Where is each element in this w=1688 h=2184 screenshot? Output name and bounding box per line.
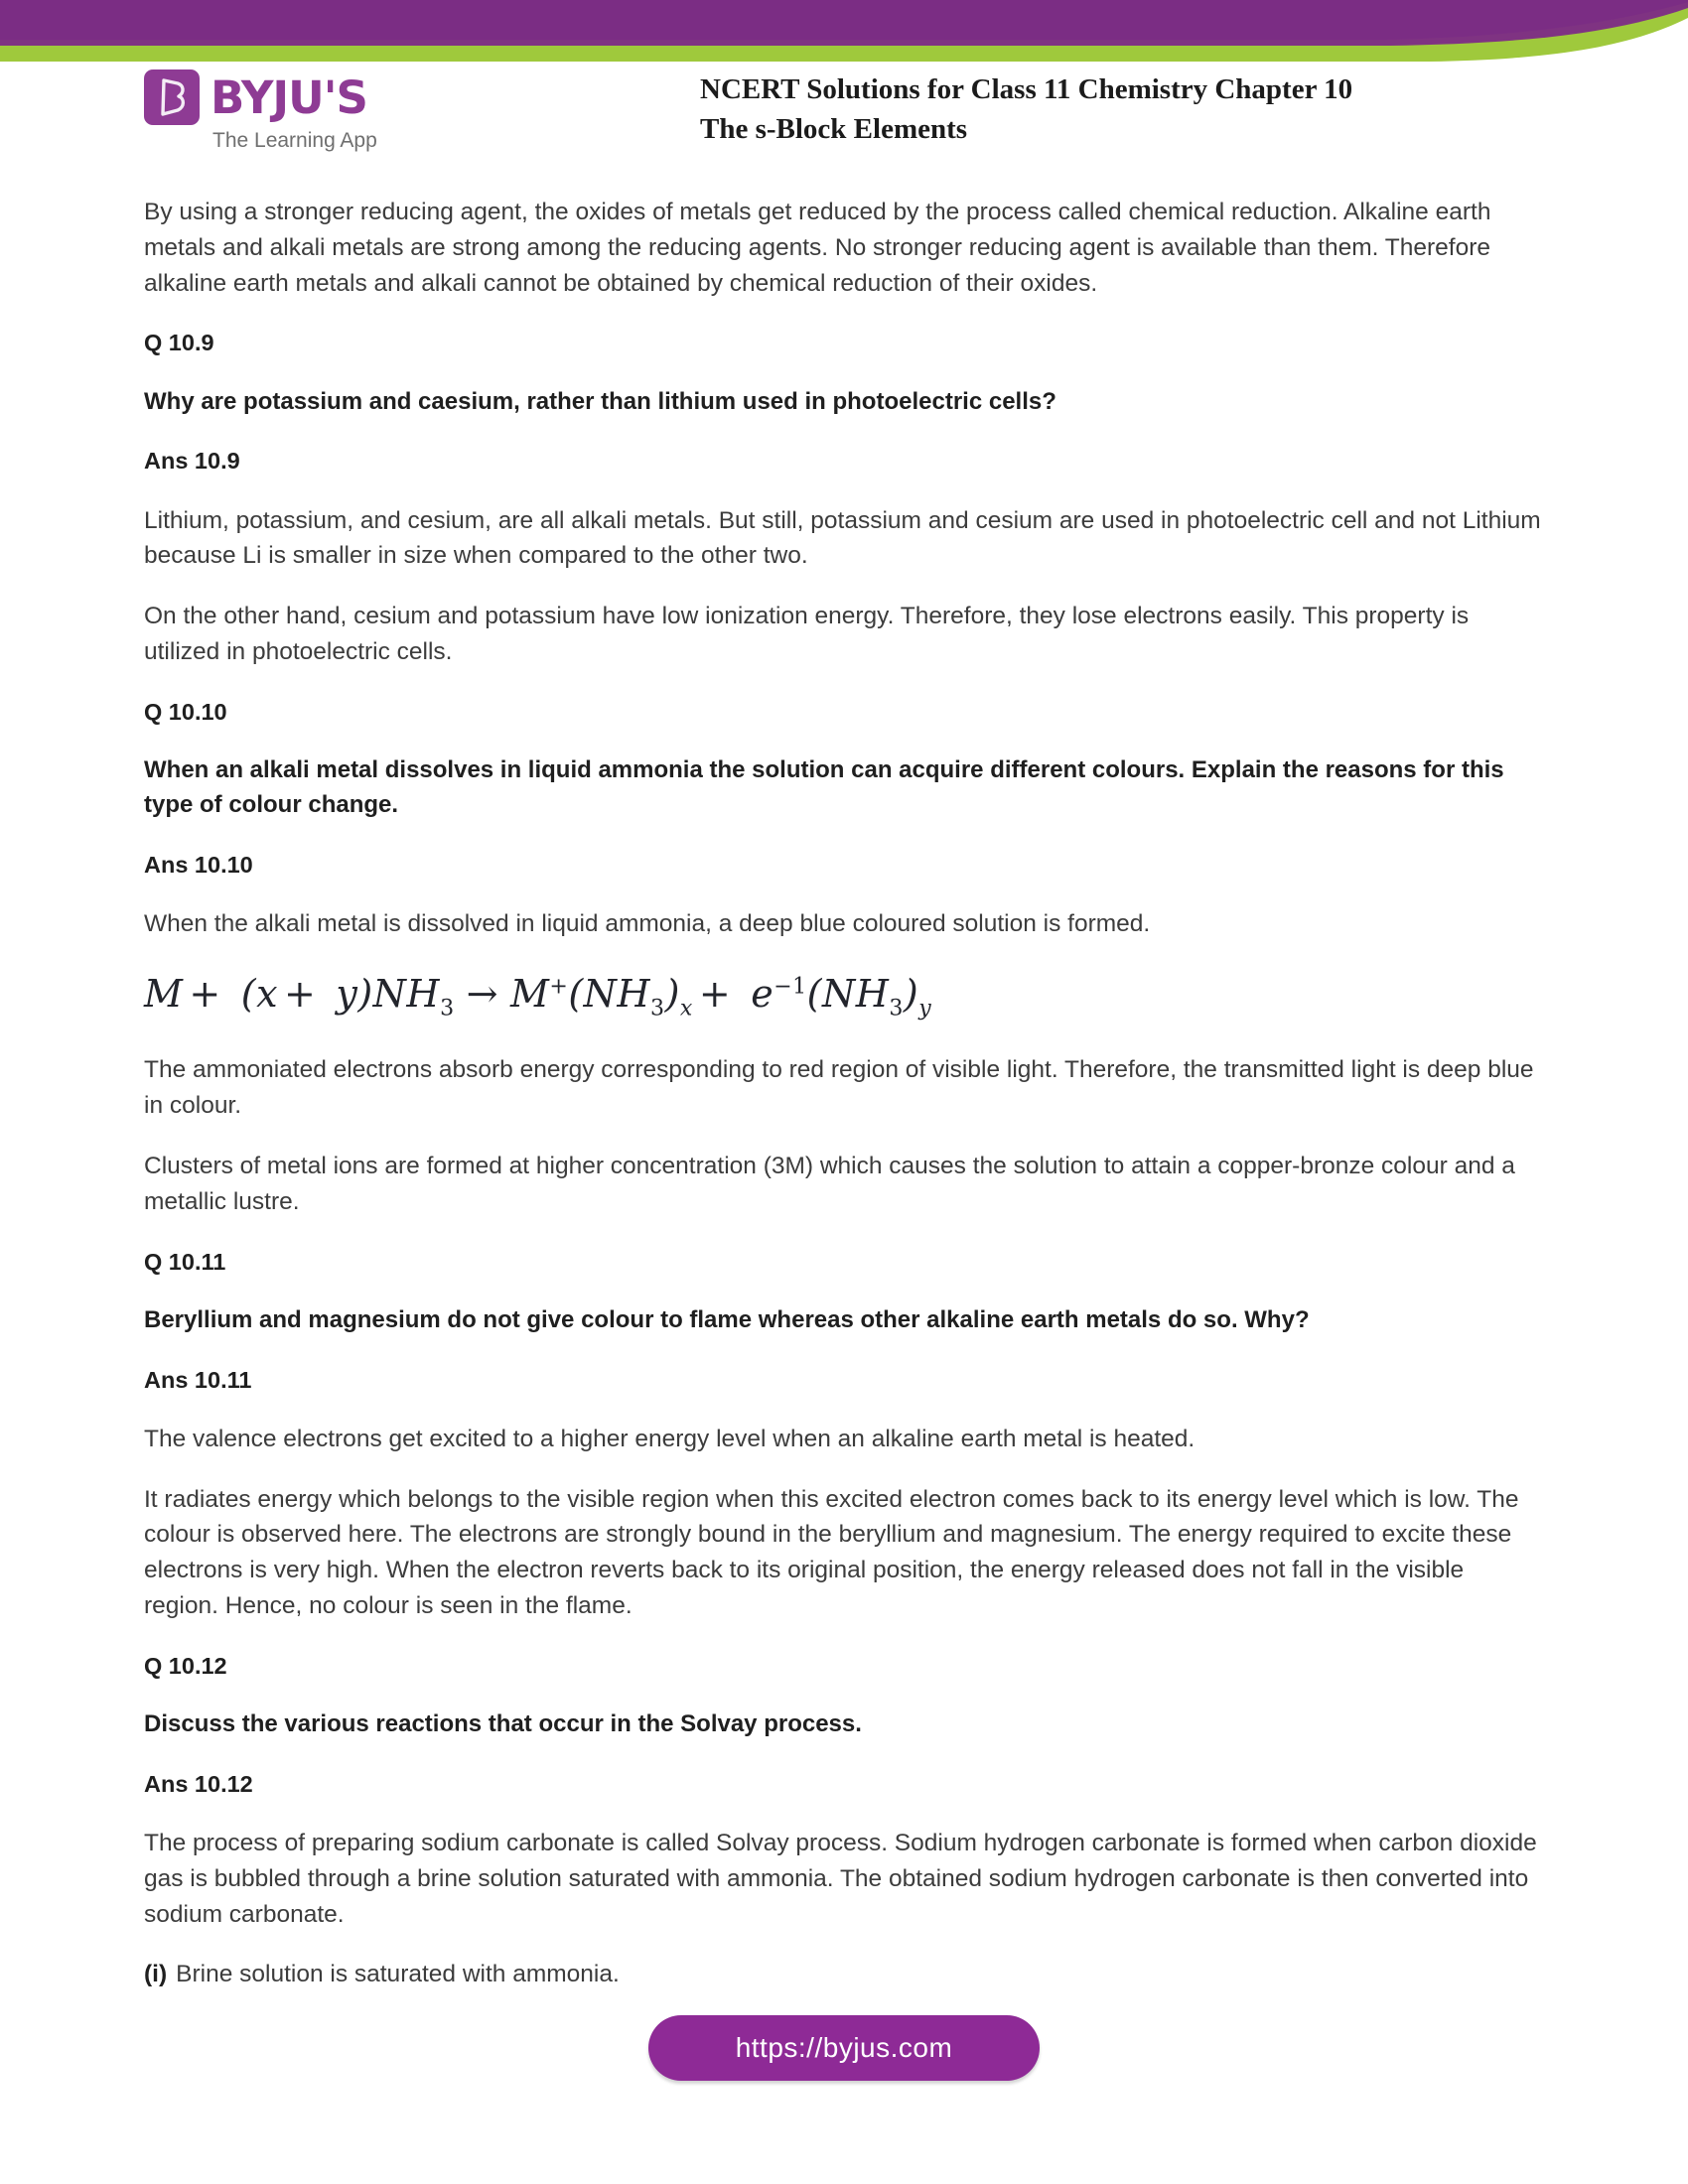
answer-10-9-paragraph-2: On the other hand, cesium and potassium have low ionization energy. Therefore, they lose electrons easily. This property is utilized in photoelectric cells.: [144, 603, 1470, 665]
ammonia-solvation-equation: [144, 967, 1544, 1025]
list-item-marker: (i): [144, 1961, 168, 1988]
eq-product-metal: M: [509, 971, 550, 1016]
question-label-10-11: Q 10.11: [144, 1248, 226, 1275]
eq-coeff-close: ): [357, 971, 373, 1016]
question-text-10-10: When an alkali metal dissolves in liquid ammonia the solution can acquire different colours. Explain the reasons for this type of colour change.: [144, 756, 1504, 818]
answer-10-9-paragraph-1: Lithium, potassium, and cesium, are all alkali metals. But still, potassium and cesium are used in photoelectric cell and not Lithium because Li is smaller in size when compared to the other two.: [144, 506, 1541, 570]
eq-coeff-plus: +: [284, 971, 317, 1016]
answer-10-11-paragraph-1: The valence electrons get excited to a higher energy level when an alkaline earth metal is heated.: [144, 1425, 1196, 1452]
byjus-b-icon: [144, 69, 200, 125]
document-title-line1: NCERT Solutions for Class 11 Chemistry Chapter 10: [700, 73, 1353, 105]
answer-10-10-paragraph-1: When the alkali metal is dissolved in liquid ammonia, a deep blue coloured solution is formed.: [144, 909, 1151, 937]
eq-e-open: (: [806, 971, 822, 1016]
answer-label-10-12: Ans 10.12: [144, 1770, 253, 1797]
answer-label-10-11: Ans 10.11: [144, 1366, 252, 1393]
question-text-10-9: Why are potassium and caesium, rather than lithium used in photoelectric cells?: [144, 387, 1056, 415]
eq-ammonia-h: H: [406, 971, 441, 1016]
list-item: [144, 1957, 1544, 1992]
byjus-logo: [144, 69, 377, 151]
list-item-text: Brine solution is saturated with ammonia.: [176, 1961, 620, 1988]
answer-10-10-paragraph-3: Clusters of metal ions are formed at higher concentration (3M) which causes the solution to attain a copper-bronze colour and a metallic lustre.: [144, 1153, 1515, 1215]
question-label-10-9: Q 10.9: [144, 330, 214, 356]
eq-arrow-icon: →: [466, 971, 498, 1016]
document-content: [144, 195, 1544, 1992]
question-label-10-12: Q 10.12: [144, 1652, 227, 1679]
eq-electron: e: [751, 971, 774, 1016]
eq-e-sub3: 3: [889, 996, 904, 1022]
answer-10-12-paragraph-1: The process of preparing sodium carbonate is called Solvay process. Sodium hydrogen carbonate is formed when carbon dioxide gas is bubbled through a brine solution saturated with ammonia. The obtained sodium hydrogen carbonate is then converted into sodium carbonate.: [144, 1830, 1537, 1928]
eq-product-charge: +: [549, 974, 569, 1000]
question-label-10-10: Q 10.10: [144, 698, 227, 725]
logo-row: [144, 69, 367, 125]
eq-e-n: N: [822, 971, 856, 1016]
logo-tagline: The Learning App: [212, 129, 377, 152]
page-header: [144, 62, 1544, 179]
question-text-10-12: Discuss the various reactions that occur in the Solvay process.: [144, 1710, 862, 1738]
document-title-line2: The s-Block Elements: [700, 113, 968, 146]
eq-plus-2: +: [698, 971, 732, 1016]
intro-paragraph: By using a stronger reducing agent, the oxides of metals get reduced by the process called chemical reduction. Alkaline earth metals and alkali metals are strong among the reducing agents. No stronger reducing agent is available than them. Therefore alkaline earth metals and alkali cannot be obtained by chemical reduction of their oxides.: [144, 199, 1491, 297]
eq-coeff-open: (: [240, 971, 257, 1016]
eq-e-close: ): [903, 971, 919, 1016]
eq-plus-1: +: [189, 971, 221, 1016]
eq-e-suby: y: [918, 996, 932, 1022]
eq-p-subx: x: [679, 996, 693, 1022]
eq-ammonia-n: N: [372, 971, 407, 1016]
eq-reactant-metal: M: [144, 971, 184, 1016]
page-footer: [0, 2015, 1688, 2081]
eq-p-sub3: 3: [650, 996, 665, 1022]
eq-p-close: ): [664, 971, 680, 1016]
eq-p-open: (: [568, 971, 584, 1016]
eq-p-h: H: [617, 971, 651, 1016]
answer-label-10-9: Ans 10.9: [144, 448, 240, 475]
answer-10-11-paragraph-2: It radiates energy which belongs to the visible region when this excited electron comes back to its energy level which is low. The colour is observed here. The electrons are strongly bound in the beryllium and magnesium. The energy required to excite these electrons is very high. When the electron reverts back to its original position, the energy released does not fall in the visible region. Hence, no colour is seen in the flame.: [144, 1485, 1519, 1619]
eq-electron-charge: −1: [774, 974, 807, 1000]
document-title: [700, 69, 1352, 149]
eq-coeff-y: y: [336, 971, 358, 1016]
eq-coeff-x: x: [256, 971, 279, 1016]
question-text-10-11: Beryllium and magnesium do not give colour to flame whereas other alkaline earth metals do so. Why?: [144, 1305, 1310, 1333]
answer-label-10-10: Ans 10.10: [144, 851, 253, 878]
byjus-url-button[interactable]: https://byjus.com: [648, 2015, 1041, 2081]
answer-10-10-paragraph-2: The ammoniated electrons absorb energy corresponding to red region of visible light. Therefore, the transmitted light is deep blue in colour.: [144, 1056, 1534, 1120]
eq-e-h: H: [855, 971, 890, 1016]
eq-ammonia-sub: 3: [440, 996, 455, 1022]
logo-wordmark: BYJU'S: [211, 70, 367, 124]
eq-p-n: N: [583, 971, 618, 1016]
